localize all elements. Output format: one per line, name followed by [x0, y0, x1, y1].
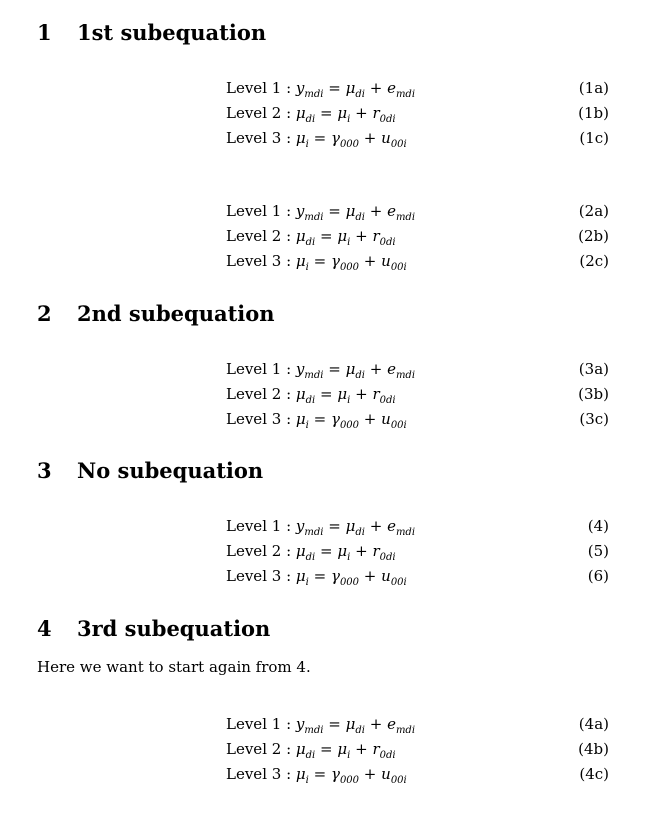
equation-number: (3b) — [578, 385, 609, 403]
equation-level-3: Level 3 : $\mu_i = \gamma_{000} + u_{00i}$ — [226, 129, 407, 150]
equation-level-1: Level 1 : $y_{mdi} = \mu_{di} + e_{mdi}$ — [226, 517, 416, 538]
equation-number: (1a) — [578, 79, 609, 97]
section-number: 1 — [37, 20, 52, 45]
equation-level-2: Level 2 : $\mu_{di} = \mu_i + r_{0di}$ — [226, 104, 396, 125]
section-number: 3 — [37, 458, 52, 483]
equation-level-2: Level 2 : $\mu_{di} = \mu_i + r_{0di}$ — [226, 385, 396, 406]
section-heading-1 — [37, 20, 266, 45]
equation-number: (5) — [587, 542, 609, 560]
section-heading-3 — [37, 458, 263, 483]
equation-number: (3c) — [579, 410, 609, 428]
section-number: 4 — [37, 616, 52, 641]
equation-level-3: Level 3 : $\mu_i = \gamma_{000} + u_{00i}$ — [226, 252, 407, 273]
section-title: 2nd subequation — [77, 301, 275, 326]
equation-level-1: Level 1 : $y_{mdi} = \mu_{di} + e_{mdi}$ — [226, 360, 416, 381]
equation-level-1: Level 1 : $y_{mdi} = \mu_{di} + e_{mdi}$ — [226, 79, 416, 100]
equation-number: (4b) — [578, 740, 609, 758]
equation-level-2: Level 2 : $\mu_{di} = \mu_i + r_{0di}$ — [226, 542, 396, 563]
equation-number: (6) — [587, 567, 609, 585]
section-title: No subequation — [77, 458, 264, 483]
equation-number: (3a) — [578, 360, 609, 378]
equation-number: (4c) — [579, 765, 609, 783]
equation-level-3: Level 3 : $\mu_i = \gamma_{000} + u_{00i}$ — [226, 765, 407, 786]
equation-level-2: Level 2 : $\mu_{di} = \mu_i + r_{0di}$ — [226, 740, 396, 761]
equation-number: (1b) — [578, 104, 609, 122]
section-heading-2 — [37, 301, 275, 326]
equation-number: (2b) — [578, 227, 609, 245]
equation-level-3: Level 3 : $\mu_i = \gamma_{000} + u_{00i}$ — [226, 567, 407, 588]
equation-number: (2a) — [578, 202, 609, 220]
equation-level-2: Level 2 : $\mu_{di} = \mu_i + r_{0di}$ — [226, 227, 396, 248]
section-title: 1st subequation — [77, 20, 267, 45]
equation-level-1: Level 1 : $y_{mdi} = \mu_{di} + e_{mdi}$ — [226, 202, 416, 223]
section-title: 3rd subequation — [77, 616, 271, 641]
equation-number: (4) — [587, 517, 609, 535]
equation-number: (2c) — [579, 252, 609, 270]
section-heading-4 — [37, 616, 270, 641]
section-number: 2 — [37, 301, 52, 326]
equation-number: (1c) — [579, 129, 609, 147]
equation-level-1: Level 1 : $y_{mdi} = \mu_{di} + e_{mdi}$ — [226, 715, 416, 736]
equation-number: (4a) — [578, 715, 609, 733]
equation-level-3: Level 3 : $\mu_i = \gamma_{000} + u_{00i}$ — [226, 410, 407, 431]
paragraph: Here we want to start again from 4. — [37, 658, 311, 676]
